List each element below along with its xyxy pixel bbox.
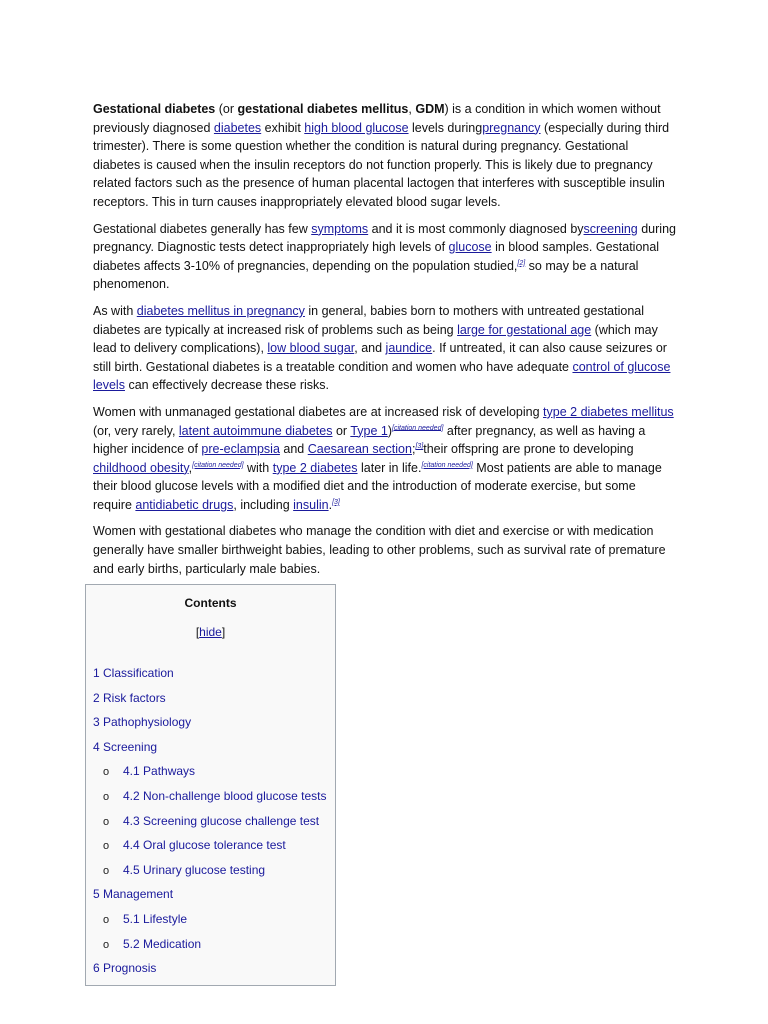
bullet-icon: o (103, 938, 110, 951)
bracket: ] (221, 625, 226, 639)
link-type-2-diabetes[interactable]: type 2 diabetes (272, 460, 358, 475)
reference-3[interactable]: [3] (415, 442, 424, 450)
bullet-icon: o (103, 913, 110, 926)
table-of-contents (85, 584, 336, 986)
link-childhood-obesity[interactable]: childhood obesity (93, 460, 189, 475)
paragraph-intro (93, 100, 678, 212)
text: Most patients are able to manage their blood glucose levels with a modified diet and the introduction of moderate exercise, but some require (93, 460, 662, 512)
toc-item-urinary-testing (93, 862, 326, 887)
text: (or, very rarely, (93, 423, 179, 438)
link-diabetes-mellitus-in-pregnancy[interactable]: diabetes mellitus in pregnancy (136, 303, 305, 318)
term-gestational-diabetes: Gestational diabetes (93, 102, 216, 116)
toc-title: Contents (184, 596, 237, 610)
toc-item-medication (93, 936, 326, 961)
link-antidiabetic-drugs[interactable]: antidiabetic drugs (135, 497, 234, 512)
toc-item-non-challenge-tests (93, 788, 326, 813)
link-pregnancy[interactable]: pregnancy (482, 120, 541, 135)
link-control-of-glucose-levels[interactable]: control of glucose levels (93, 359, 671, 393)
toc-link[interactable]: 4.2 Non-challenge blood glucose tests (123, 788, 327, 803)
text: (or (215, 102, 238, 116)
toc-link[interactable]: 4.3 Screening glucose challenge test (123, 813, 320, 828)
toc-link[interactable]: 4.1 Pathways (123, 764, 196, 779)
text: their offspring are prone to developing (423, 442, 634, 457)
citation-needed-link[interactable]: [citation needed] (392, 424, 444, 432)
toc-link[interactable]: 4.5 Urinary glucose testing (123, 862, 266, 877)
article-body (93, 100, 678, 586)
bracket: [ (195, 625, 200, 639)
bullet-icon: o (103, 864, 110, 877)
toc-item-pathophysiology (93, 714, 326, 739)
link-latent-autoimmune-diabetes[interactable]: latent autoimmune diabetes (178, 423, 333, 438)
text: with (243, 460, 273, 475)
bullet-icon: o (103, 815, 110, 828)
link-pre-eclampsia[interactable]: pre-eclampsia (201, 442, 280, 457)
toc-link[interactable]: 1 Classification (93, 666, 174, 680)
toc-item-management (93, 886, 326, 911)
link-glucose[interactable]: glucose (448, 240, 492, 255)
reference-2[interactable]: [2] (517, 259, 526, 267)
toc-item-prognosis (93, 960, 326, 985)
toc-link[interactable]: 5 Management (93, 887, 174, 902)
text: , and (354, 341, 386, 356)
text: , (188, 460, 193, 475)
toc-link[interactable]: 5.1 Lifestyle (123, 911, 188, 926)
text: after pregnancy, as well as having a higher incidence of (93, 423, 646, 457)
paragraph-diagnosis (93, 220, 678, 294)
toc-link[interactable]: 4.4 Oral glucose tolerance test (123, 838, 286, 853)
toc-item-ogtt (93, 837, 326, 862)
text: . (328, 497, 333, 512)
link-diabetes[interactable]: diabetes (213, 120, 262, 135)
text: (especially during third trimester). There is some question whether the condition is natural during pregnancy. Gestational diabetes is caused when the insulin receptors do not function properly. This is likely due to pregnancy related factors such as the presence of human placental lactogen that interferes with susceptible insulin receptors. This in turn causes inappropriately elevated blood sugar levels. (93, 120, 670, 209)
text: levels during (408, 120, 483, 135)
toc-hide-link[interactable]: hide (199, 625, 222, 639)
text: during pregnancy. Diagnostic tests detect inappropriately high levels of (93, 221, 676, 255)
text: ) (387, 423, 393, 438)
toc-item-challenge-test (93, 813, 326, 838)
link-large-for-gestational-age[interactable]: large for gestational age (457, 322, 592, 337)
toc-toggle (86, 625, 335, 639)
text: Gestational diabetes generally has few (93, 221, 312, 236)
text: or (332, 423, 351, 438)
toc-link[interactable]: 2 Risk factors (93, 690, 166, 705)
text: Women with unmanaged gestational diabetes are at increased risk of developing (93, 404, 544, 419)
toc-item-lifestyle (93, 911, 326, 936)
text: , (408, 102, 416, 116)
toc-item-risk-factors (93, 690, 326, 715)
text: and (279, 442, 308, 457)
toc-list (93, 665, 326, 985)
bullet-icon: o (103, 840, 110, 853)
text: exhibit (261, 120, 305, 135)
link-caesarean-section[interactable]: Caesarean section (307, 442, 412, 457)
link-low-blood-sugar[interactable]: low blood sugar (267, 341, 355, 356)
toc-item-classification (93, 665, 326, 690)
citation-needed-link[interactable]: [citation needed] (421, 461, 473, 469)
text: , including (233, 497, 294, 512)
text: ) is a condition in which women without previously diagnosed (93, 102, 661, 135)
text: later in life. (357, 460, 422, 475)
paragraph-outcomes (93, 403, 678, 515)
text: . If untreated, it can also cause seizures or still birth. Gestational diabetes is a treatable condition and women who have adequate (93, 341, 667, 374)
text: can effectively decrease these risks. (124, 378, 330, 393)
text: in blood samples. Gestational diabetes affects 3-10% of pregnancies, depending on the population studied, (93, 240, 660, 273)
link-type-1[interactable]: Type 1 (350, 423, 388, 438)
paragraph-risks (93, 302, 678, 395)
term-gdm-mellitus: gestational diabetes mellitus (237, 102, 409, 116)
text: in general, babies born to mothers with untreated gestational diabetes are typically at increased risk of problems such as being (93, 303, 645, 337)
text: ; (411, 442, 416, 457)
toc-link[interactable]: 4 Screening (93, 739, 158, 754)
link-insulin[interactable]: insulin (293, 497, 329, 512)
term-gdm: GDM (415, 102, 445, 116)
toc-link[interactable]: 3 Pathophysiology (93, 715, 192, 730)
toc-link[interactable]: 6 Prognosis (93, 961, 157, 976)
text: As with (93, 303, 137, 318)
paragraph-birthweight: Women with gestational diabetes who manage the condition with diet and exercise or with medication generally have smaller birthweight babies, leading to other problems, such as survival rate of premature and early births, particularly male babies. (93, 524, 666, 576)
link-jaundice[interactable]: jaundice (385, 341, 433, 356)
text: (which may lead to delivery complications), (93, 322, 658, 356)
bullet-icon: o (103, 790, 110, 803)
reference-3[interactable]: [3] (332, 498, 340, 506)
text: and it is most commonly diagnosed by (368, 221, 584, 236)
text: so may be a natural phenomenon. (93, 258, 639, 292)
link-screening[interactable]: screening (583, 221, 638, 236)
toc-link[interactable]: 5.2 Medication (123, 936, 202, 951)
citation-needed-link[interactable]: [citation needed] (192, 461, 244, 469)
toc-item-pathways (93, 763, 326, 788)
link-high-blood-glucose[interactable]: high blood glucose (304, 120, 409, 135)
bullet-icon: o (103, 766, 110, 779)
link-symptoms[interactable]: symptoms (311, 221, 369, 236)
link-type-2-diabetes-mellitus[interactable]: type 2 diabetes mellitus (543, 404, 674, 419)
toc-item-screening (93, 739, 326, 764)
